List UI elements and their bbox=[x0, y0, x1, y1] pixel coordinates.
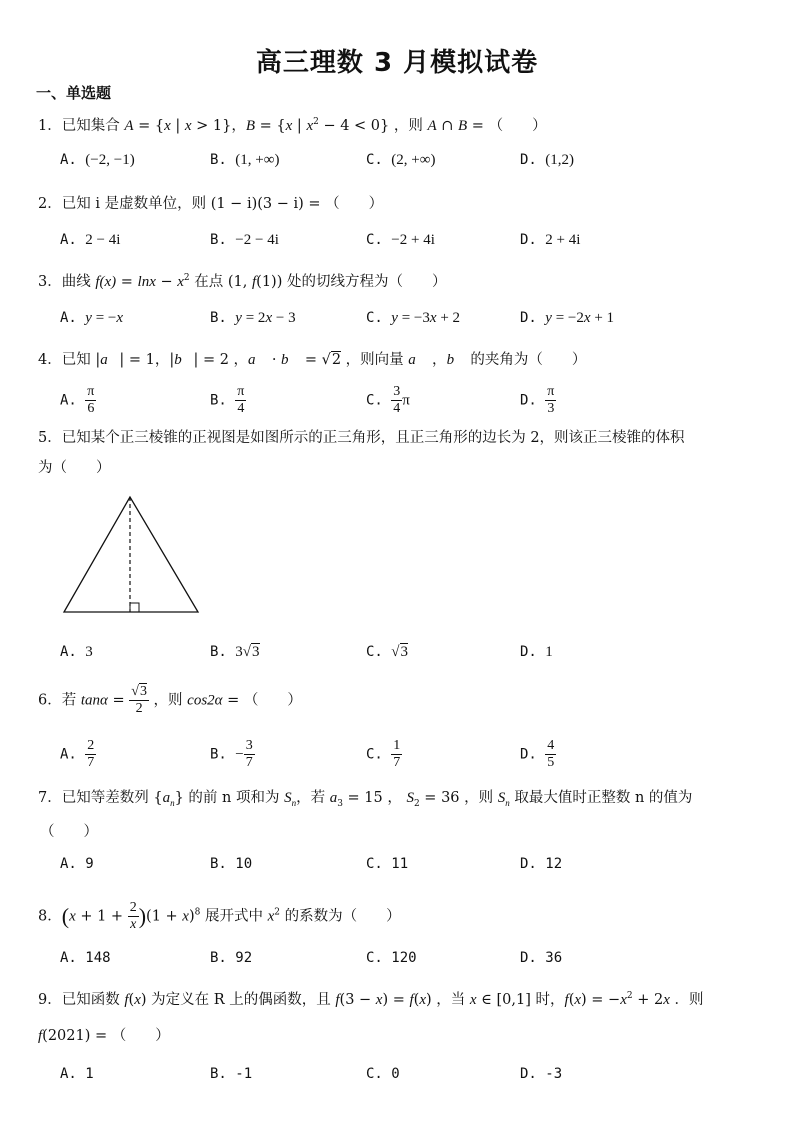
question-1-option-b[interactable]: B. (1, +∞) bbox=[210, 152, 280, 168]
question-4-option-c[interactable]: C. $\frac{3}{4}$ π bbox=[366, 384, 410, 416]
question-3-option-a[interactable]: A. y = −x bbox=[60, 310, 124, 326]
question-3-stem: 3．曲线 $f(x) = \ln x - x^2$ 在点 (1, f(1)) 处的切线方程为（ ） bbox=[38, 273, 447, 290]
question-5-option-a[interactable]: A. 3 bbox=[60, 644, 93, 660]
question-5-stem-cont: 为（ ） bbox=[38, 460, 111, 476]
question-2-option-c[interactable]: C. −2 + 4i bbox=[366, 232, 435, 248]
question-9-option-b[interactable]: B. -1 bbox=[210, 1066, 253, 1082]
question-2-stem: 2．已知 i 是虚数单位，则 (1 − i)(3 − i) = （ ） bbox=[38, 196, 384, 212]
question-4-stem: 4．已知 |a⃗| = 1，|b⃗| = 2 ，a⃗ · b⃗ = √2 ，则向量 a⃗ ，b⃗ 的夹角为（ ） bbox=[38, 352, 587, 368]
question-9-option-c[interactable]: C. 0 bbox=[366, 1066, 400, 1082]
question-3-option-c[interactable]: C. y = −3x + 2 bbox=[366, 310, 461, 326]
question-4-option-d[interactable]: D. $\frac{\pi}{3}$ bbox=[520, 384, 555, 416]
question-8-option-c[interactable]: C. 120 bbox=[366, 950, 417, 966]
question-6-option-b[interactable]: B. − $\frac{3}{7}$ bbox=[210, 738, 253, 770]
question-6-option-c[interactable]: C. $\frac{1}{7}$ bbox=[366, 738, 401, 770]
equilateral-triangle-figure bbox=[60, 494, 202, 614]
question-9-stem-cont: f(2021) = （ ） bbox=[38, 1028, 170, 1044]
question-8-stem: 8．(x + 1 + $\frac{2}{x}$ )$(1 + x)^8$ 展开式中 $x^2$ 的系数为（ ） bbox=[38, 900, 401, 932]
question-8-option-b[interactable]: B. 92 bbox=[210, 950, 253, 966]
question-4-option-b[interactable]: B. $\frac{\pi}{4}$ bbox=[210, 384, 245, 416]
question-6-stem: 6．若 tanα = $\frac{√3}{2}$ ，则 cos2α = （ ） bbox=[38, 684, 302, 716]
question-9-option-d[interactable]: D. -3 bbox=[520, 1066, 563, 1082]
question-7-option-a[interactable]: A. 9 bbox=[60, 856, 94, 872]
question-1-option-c[interactable]: C. (2, +∞) bbox=[366, 152, 436, 168]
question-7-stem-cont: （ ） bbox=[40, 824, 98, 840]
question-6-option-a[interactable]: A. $\frac{2}{7}$ bbox=[60, 738, 95, 770]
question-5-option-b[interactable]: B. 3√3 bbox=[210, 644, 260, 660]
question-4-option-a[interactable]: A. $\frac{\pi}{6}$ bbox=[60, 384, 95, 416]
question-8-option-a[interactable]: A. 148 bbox=[60, 950, 111, 966]
page-title: 高三理数 3 月模拟试卷 bbox=[255, 48, 539, 78]
question-5-option-c[interactable]: C. √3 bbox=[366, 644, 409, 660]
question-7-option-d[interactable]: D. 12 bbox=[520, 856, 563, 872]
question-5-option-d[interactable]: D. 1 bbox=[520, 644, 553, 660]
question-2-option-b[interactable]: B. −2 − 4i bbox=[210, 232, 279, 248]
question-7-option-b[interactable]: B. 10 bbox=[210, 856, 253, 872]
question-6-option-d[interactable]: D. $\frac{4}{5}$ bbox=[520, 738, 555, 770]
question-9-stem: 9．已知函数 f(x) 为定义在 R 上的偶函数，且 f(3 − x) = f(x) ，当 x ∈ [0,1] 时，$f(x) = -x^2 + 2x$ ．则 bbox=[38, 991, 704, 1008]
question-2-option-a[interactable]: A. 2 − 4i bbox=[60, 232, 121, 248]
question-8-option-d[interactable]: D. 36 bbox=[520, 950, 563, 966]
question-3-option-d[interactable]: D. y = −2x + 1 bbox=[520, 310, 615, 326]
question-7-option-c[interactable]: C. 11 bbox=[366, 856, 409, 872]
question-2-option-d[interactable]: D. 2 + 4i bbox=[520, 232, 581, 248]
question-7-stem: 7．已知等差数列 $\{a_n\}$ 的前 n 项和为 $S_n$，若 $a_3 = 15$ ， $S_2 = 36$ ，则 $S_n$ 取最大值时正整数 n 的值为 bbox=[38, 790, 693, 809]
section-heading: 一、单选题 bbox=[36, 84, 112, 102]
question-1-option-a[interactable]: A. (−2, −1) bbox=[60, 152, 135, 168]
question-3-option-b[interactable]: B. y = 2x − 3 bbox=[210, 310, 296, 326]
question-1-stem: 1．已知集合 A = {x | x > 1}，B = {x | $x^2 - 4 < 0$} ，则 A ∩ B = （ ） bbox=[38, 117, 547, 134]
question-5-stem: 5．已知某个正三棱锥的正视图是如图所示的正三角形，且正三角形的边长为 2，则该正三棱锥的体积 bbox=[38, 430, 685, 446]
question-9-option-a[interactable]: A. 1 bbox=[60, 1066, 94, 1082]
question-1-option-d[interactable]: D. (1,2) bbox=[520, 152, 575, 168]
